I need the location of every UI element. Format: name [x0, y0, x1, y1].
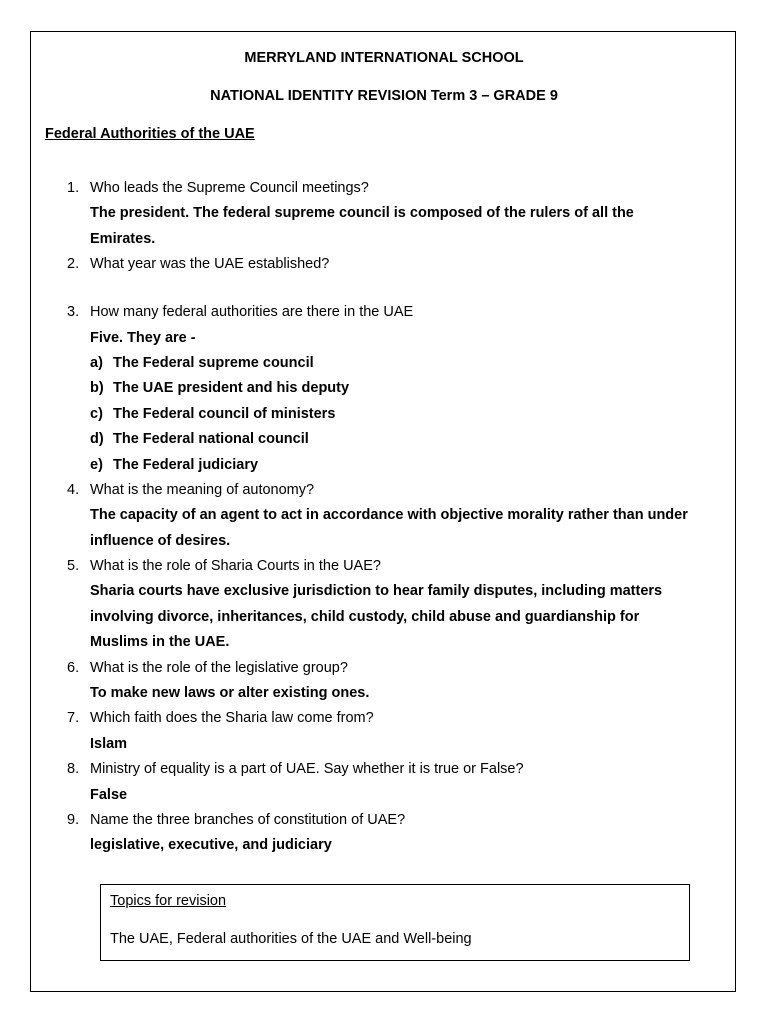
answer-text: The capacity of an agent to act in accordance with objective morality rather than under [90, 507, 688, 524]
sub-item-text: The Federal judiciary [113, 456, 259, 473]
answer-text: The president. The federal supreme council is composed of the rulers of all the [90, 205, 634, 222]
question-item [0, 554, 768, 656]
sub-item [0, 351, 768, 376]
topics-text: The UAE, Federal authorities of the UAE and Well-being [110, 931, 472, 947]
question-number: 6. [67, 659, 80, 676]
question-text: Ministry of equality is a part of UAE. Say whether it is true or False? [90, 761, 524, 778]
sub-item-text: The Federal council of ministers [113, 405, 336, 422]
answer-text: Emirates. [90, 230, 156, 247]
sub-item-text: The Federal supreme council [113, 354, 314, 371]
question-number: 1. [67, 180, 80, 196]
sub-item [0, 402, 768, 427]
sub-item [0, 453, 768, 478]
question-number: 9. [67, 811, 80, 828]
question-text: What year was the UAE established? [90, 256, 330, 273]
question-text: What is the meaning of autonomy? [90, 481, 315, 498]
question-text: What is the role of the legislative group? [90, 659, 348, 676]
question-item [0, 176, 768, 252]
answer-text: Muslims in the UAE. [90, 634, 230, 651]
answer-text: influence of desires. [90, 532, 231, 549]
answer-text: Sharia courts have exclusive jurisdiction to hear family disputes, including matters [90, 583, 663, 600]
question-number: 2. [67, 256, 80, 273]
question-item [0, 478, 768, 554]
question-text: How many federal authorities are there in the UAE [90, 304, 414, 321]
question-item [0, 706, 768, 757]
question-item [0, 252, 768, 300]
question-item [0, 757, 768, 808]
topics-box [100, 884, 690, 961]
topics-heading: Topics for revision [110, 893, 227, 909]
answer-text: To make new laws or alter existing ones. [90, 685, 370, 702]
question-number: 5. [67, 558, 80, 575]
question-text: What is the role of Sharia Courts in the UAE? [90, 558, 381, 575]
answer-text: Five. They are - [90, 329, 196, 346]
question-item [0, 656, 768, 707]
sub-item-letter: b) [90, 380, 104, 397]
question-text: Name the three branches of constitution of UAE? [90, 811, 406, 828]
question-list [0, 176, 768, 859]
question-number: 3. [67, 304, 80, 321]
sub-item-text: The Federal national council [113, 431, 309, 448]
question-item [0, 808, 768, 859]
sub-item [0, 427, 768, 452]
sub-item-letter: d) [90, 431, 104, 448]
section-heading: Federal Authorities of the UAE [45, 126, 255, 142]
sub-item-letter: a) [90, 354, 103, 371]
answer-text: False [90, 786, 128, 803]
revision-title: NATIONAL IDENTITY REVISION Term 3 – GRADE 9 [210, 88, 558, 104]
question-item [0, 300, 768, 478]
answer-text: Islam [90, 735, 128, 752]
answer-text: involving divorce, inheritances, child custody, child abuse and guardianship for [90, 608, 640, 625]
question-number: 4. [67, 481, 80, 498]
sub-item-letter: e) [90, 456, 103, 473]
question-text: Which faith does the Sharia law come from? [90, 710, 374, 727]
answer-text: legislative, executive, and judiciary [90, 837, 332, 854]
question-number: 7. [67, 710, 80, 727]
sub-item-text: The UAE president and his deputy [113, 380, 350, 397]
question-text: Who leads the Supreme Council meetings? [90, 180, 369, 196]
question-number: 8. [67, 761, 80, 778]
sub-item-letter: c) [90, 405, 103, 422]
school-name: MERRYLAND INTERNATIONAL SCHOOL [244, 50, 524, 66]
sub-item [0, 376, 768, 401]
